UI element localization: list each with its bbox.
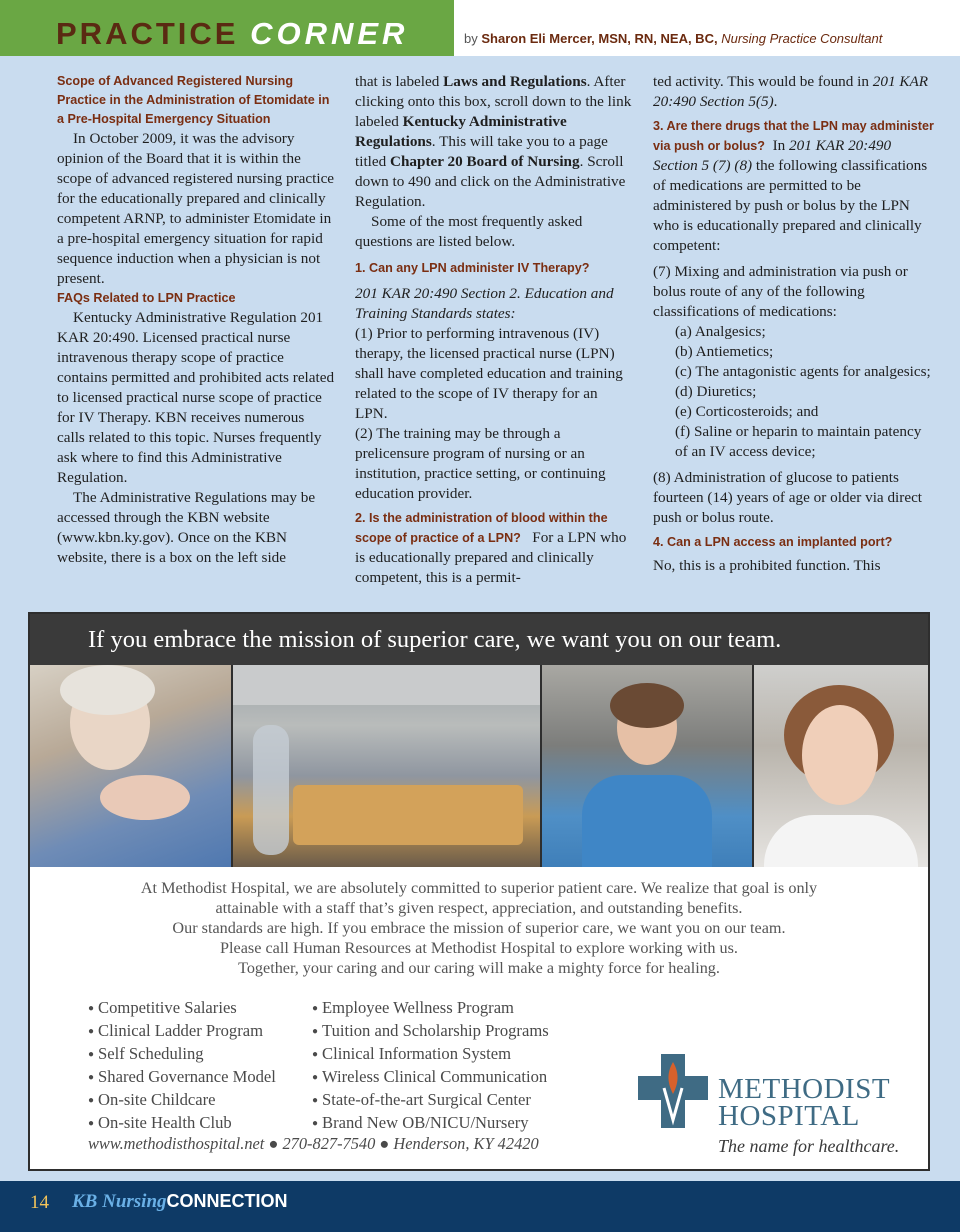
text-run: the following classifications of medications are permitted to be administered by push or bolus by the LPN who is educationally prepared and clinically competent: <box>653 157 928 254</box>
paragraph: Kentucky Administrative Regulation 201 KAR 20:490. Licensed practical nurse intravenous therapy scope of practice contains permitted and prohibited acts related to licensed practical nurse scope of practice for IV Therapy. KBN receives numerous calls related to this topic. Nurses frequently ask where to find this Administrative Regulation. <box>57 309 335 486</box>
benefit-item: ● State-of-the-art Surgical Center <box>312 1090 549 1113</box>
author-role: Nursing Practice Consultant <box>721 31 883 46</box>
paragraph <box>653 72 935 112</box>
benefit-item: ● Wireless Clinical Communication <box>312 1067 549 1090</box>
paragraph: (1) Prior to performing intravenous (IV) therapy, the licensed practical nurse (LPN) shall have completed education and training related to the scope of IV therapy for an LPN. <box>355 325 623 422</box>
list-item: (f) Saline or heparin to maintain patency of an IV access device; <box>675 423 922 460</box>
column-title <box>56 18 408 49</box>
benefit-item: ● Competitive Salaries <box>88 998 276 1021</box>
byline <box>464 31 882 46</box>
benefit-item: ● Clinical Ladder Program <box>88 1021 276 1044</box>
publication-name <box>72 1191 288 1213</box>
text-run: . Scroll down to 490 and click on the Administrative Regulation. <box>355 153 626 210</box>
citation: 201 KAR 20:490 Section 5 (7) (8) <box>653 137 892 174</box>
page-label-chapter: Chapter 20 Board of Nursing <box>390 153 580 170</box>
question-heading: 1. Can any LPN administer IV Therapy? <box>355 261 590 275</box>
paragraph: In October 2009, it was the advisory opinion of the Board that it is within the scope of advanced registered nursing practice for the educationally prepared and clinically competent ARNP, to administer Etomidate in a pre-hospital emergency situation for rapid sequence induction when a physician is not present. <box>57 130 335 287</box>
ad-photo-strip <box>30 665 928 867</box>
photo-nurses-station <box>233 665 540 867</box>
benefit-item: ● On-site Childcare <box>88 1090 276 1113</box>
byline-by: by <box>464 31 478 46</box>
list-item: (a) Analgesics; <box>675 323 766 340</box>
title-corner: CORNER <box>250 16 409 51</box>
author-name: Sharon Eli Mercer, MSN, RN, NEA, BC, <box>481 31 718 46</box>
question-heading: 2. Is the administration of blood within the scope of practice of a LPN? <box>355 511 608 545</box>
logo-wordmark <box>718 1073 891 1132</box>
text-run: In <box>772 137 790 154</box>
benefit-item: ● Tuition and Scholarship Programs <box>312 1021 549 1044</box>
paragraph: No, this is a prohibited function. This <box>653 557 881 574</box>
benefit-item: ● Clinical Information System <box>312 1044 549 1067</box>
section-heading: FAQs Related to LPN Practice <box>57 291 236 305</box>
ad-contact-line: www.methodisthospital.net ● 270-827-7540 ● Henderson, KY 42420 <box>88 1134 539 1153</box>
benefit-item: ● Shared Governance Model <box>88 1067 276 1090</box>
list-item: (b) Antiemetics; <box>675 343 774 360</box>
article-column-1 <box>57 72 335 568</box>
paragraph <box>653 116 935 256</box>
hospital-advertisement <box>28 612 930 1171</box>
section-heading: Scope of Advanced Registered Nursing Practice in the Administration of Etomidate in a Pre-Hospital Emergency Situation <box>57 74 330 126</box>
paragraph <box>355 72 633 212</box>
paragraph: (8) Administration of glucose to patients fourteen (14) years of age or older via direct push or bolus route. <box>653 469 923 526</box>
paragraph: (2) The training may be through a prelicensure program of nursing or an institution, practice setting, or continuing education provider. <box>355 425 606 502</box>
ad-line: At Methodist Hospital, we are absolutely committed to superior patient care. We realize that goal is only <box>140 879 818 897</box>
methodist-hospital-logo <box>638 1054 918 1164</box>
question-heading: 4. Can a LPN access an implanted port? <box>653 535 893 549</box>
paragraph <box>355 508 633 588</box>
benefits-list-right <box>312 998 549 1136</box>
cross-flame-icon <box>638 1054 708 1128</box>
list-item: (c) The antagonistic agents for analgesics; <box>675 363 931 380</box>
text-run: For a LPN who is educationally prepared and clinically competent, this is a permit- <box>355 529 627 586</box>
photo-smiling-nurse <box>542 665 752 867</box>
paragraph: The Administrative Regulations may be accessed through the KBN website (www.kbn.ky.gov). Once on the KBN website, there is a box on the left side <box>57 489 316 566</box>
ad-body-text <box>30 878 928 978</box>
ad-banner: If you embrace the mission of superior care, we want you on our team. <box>30 614 928 665</box>
benefits-list-left <box>88 998 276 1136</box>
header-title-bar <box>0 0 454 56</box>
page-number: 14 <box>30 1192 49 1213</box>
list-item: (d) Diuretics; <box>675 383 757 400</box>
text-run: . This will take you to a page titled <box>355 133 608 170</box>
title-practice: PRACTICE <box>56 16 239 51</box>
paragraph: (7) Mixing and administration via push or bolus route of any of the following classifications of medications: <box>653 263 908 320</box>
publication-name-part1: KB Nursing <box>72 1191 167 1212</box>
article-column-3 <box>653 72 935 576</box>
ad-line: attainable with a staff that’s given respect, appreciation, and outstanding benefits. <box>215 899 743 917</box>
text-run: . <box>773 93 778 110</box>
link-label-laws: Laws and Regulations <box>443 73 587 90</box>
ad-line: Please call Human Resources at Methodist Hospital to explore working with us. <box>220 939 738 957</box>
benefit-item: ● Self Scheduling <box>88 1044 276 1067</box>
photo-young-nurse <box>754 665 928 867</box>
benefit-item: ● Brand New OB/NICU/Nursery <box>312 1113 549 1136</box>
paragraph: Some of the most frequently asked questions are listed below. <box>355 213 583 250</box>
article-column-2 <box>355 72 633 588</box>
page-header <box>0 0 960 56</box>
logo-line-2: HOSPITAL <box>718 1100 860 1132</box>
question-heading: 3. Are there drugs that the LPN may administer via push or bolus? <box>653 119 934 153</box>
photo-nurse-with-newborn <box>30 665 231 867</box>
link-label-kar: Kentucky Administrative Regulations <box>355 113 567 150</box>
logo-tagline: The name for healthcare. <box>718 1136 900 1156</box>
list-item: (e) Corticosteroids; and <box>675 403 819 420</box>
header-byline-bar <box>454 0 960 56</box>
text-run: ted activity. This would be found in <box>653 73 873 90</box>
benefit-item: ● On-site Health Club <box>88 1113 276 1136</box>
citation: 201 KAR 20:490 Section 5(5) <box>653 73 929 110</box>
ad-line: Together, your caring and our caring will make a mighty force for healing. <box>238 959 720 977</box>
citation: 201 KAR 20:490 Section 2. Education and Training Standards states: <box>355 285 614 322</box>
text-run: that is labeled <box>355 73 444 90</box>
publication-name-part2: CONNECTION <box>166 1191 288 1211</box>
logo-line-1: METHODIST <box>718 1073 891 1105</box>
text-run: . After clicking onto this box, scroll down to the link labeled <box>355 73 632 130</box>
ad-line: Our standards are high. If you embrace the mission of superior care, we want you on our team. <box>172 919 786 937</box>
page-footer <box>0 1181 960 1232</box>
benefit-item: ● Employee Wellness Program <box>312 998 549 1021</box>
